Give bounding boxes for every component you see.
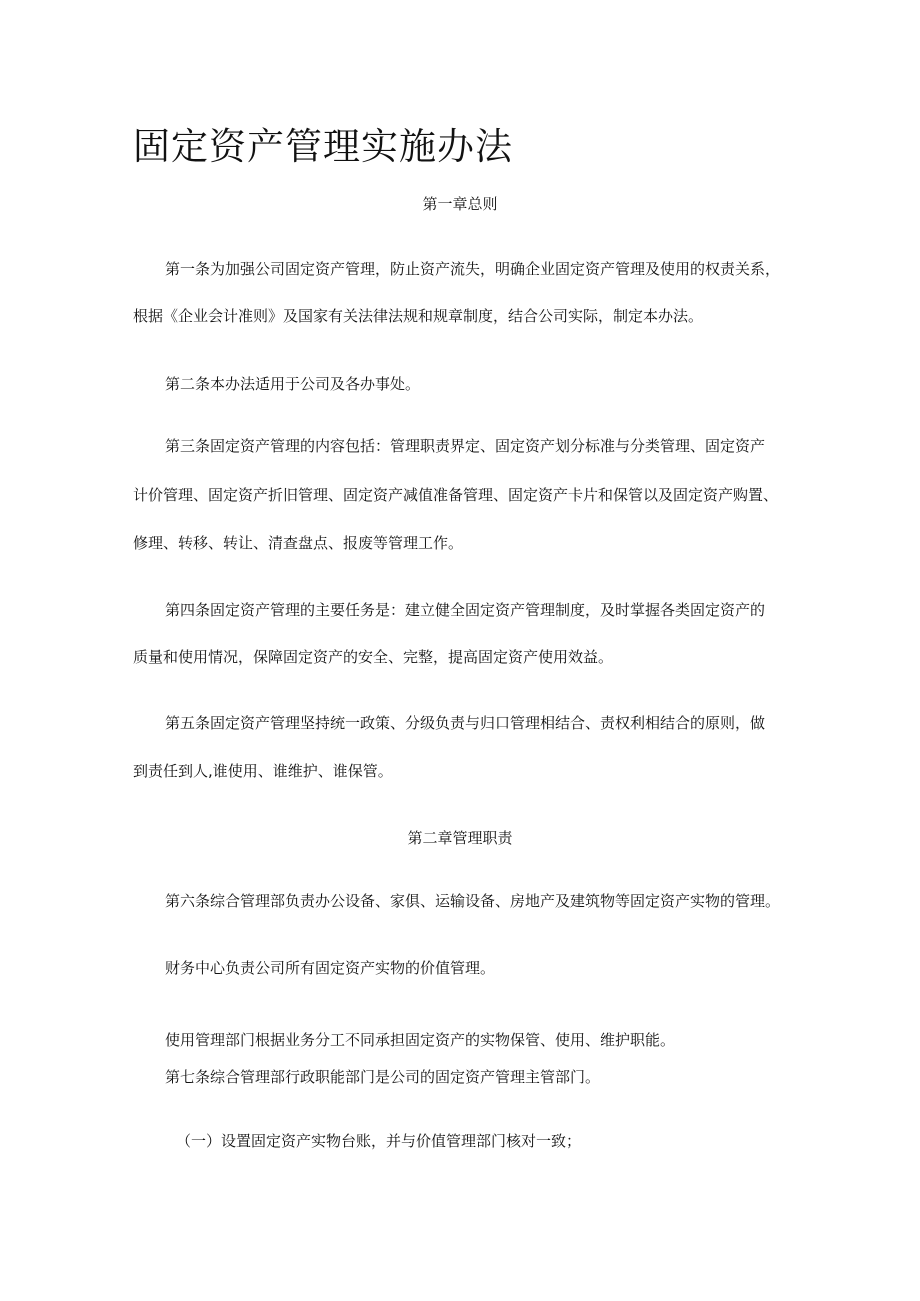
- article-7: 第七条综合管理部行政职能部门是公司的固定资产管理主管部门。: [165, 1068, 601, 1086]
- article-6-line-2: 财务中心负责公司所有固定资产实物的价值管理。: [165, 959, 496, 977]
- article-3-line-3: 修理、转移、转让、清查盘点、报废等管理工作。: [133, 534, 464, 552]
- article-1-line-1: 第一条为加强公司固定资产管理，防止资产流失，明确企业固定资产管理及使用的权责关系，: [165, 260, 781, 278]
- article-7-item-1: （一）设置固定资产实物台账，并与价值管理部门核对一致；: [176, 1132, 582, 1150]
- article-1-line-2: 根据《企业会计准则》及国家有关法律法规和规章制度，结合公司实际，制定本办法。: [133, 307, 704, 325]
- article-6-line-3: 使用管理部门根据业务分工不同承担固定资产的实物保管、使用、维护职能。: [165, 1031, 676, 1049]
- article-5-line-2: 到责任到人,谁使用、谁维护、谁保管。: [133, 762, 393, 780]
- article-5-line-1: 第五条固定资产管理坚持统一政策、分级负责与归口管理相结合、责权利相结合的原则，做: [165, 714, 766, 732]
- article-3-line-2: 计价管理、固定资产折旧管理、固定资产减值准备管理、固定资产卡片和保管以及固定资产购置、: [133, 486, 779, 504]
- chapter-heading-1: 第一章总则: [422, 195, 498, 213]
- article-6-line-1: 第六条综合管理部负责办公设备、家俱、运输设备、房地产及建筑物等固定资产实物的管理。: [165, 892, 781, 910]
- article-4-line-1: 第四条固定资产管理的主要任务是：建立健全固定资产管理制度，及时掌握各类固定资产的: [165, 601, 766, 619]
- chapter-heading-2: 第二章管理职责: [407, 829, 513, 847]
- article-3-line-1: 第三条固定资产管理的内容包括：管理职责界定、固定资产划分标准与分类管理、固定资产: [165, 437, 766, 455]
- document-title: 固定资产管理实施办法: [133, 125, 513, 168]
- article-2: 第二条本办法适用于公司及各办事处。: [165, 375, 421, 393]
- article-4-line-2: 质量和使用情况，保障固定资产的安全、完整，提高固定资产使用效益。: [133, 648, 614, 666]
